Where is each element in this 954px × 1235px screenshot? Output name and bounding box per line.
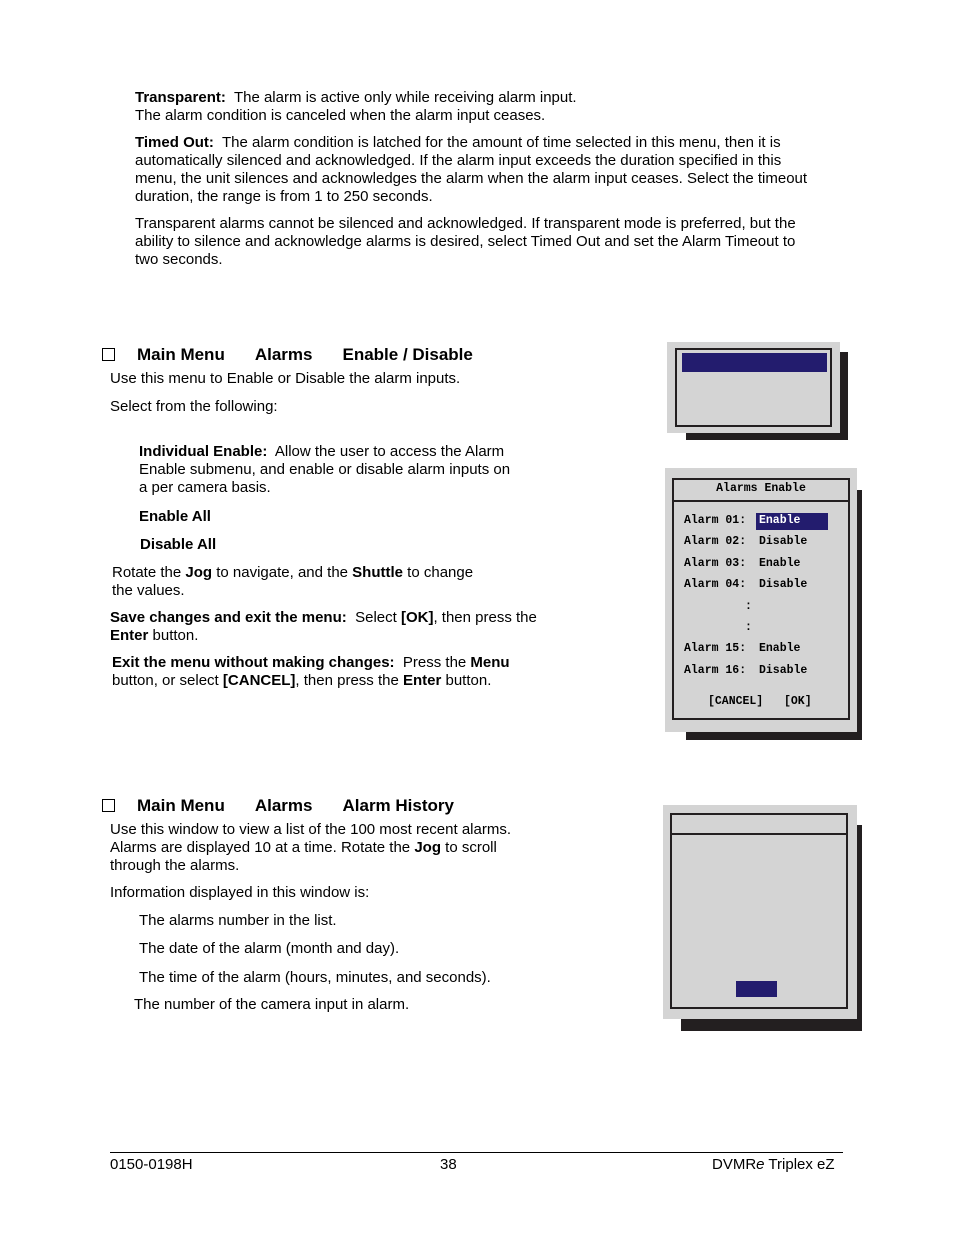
note-line-1: Transparent alarms cannot be silenced and acknowledged. If transparent mode is preferred, but the bbox=[135, 215, 796, 232]
rotate-text-b: to navigate, and the bbox=[212, 564, 353, 581]
osd-cancel-button[interactable]: [CANCEL] bbox=[708, 695, 764, 708]
timed-out-paragraph bbox=[135, 134, 807, 206]
timed-out-line-1: The alarm condition is latched for the amount of time selected in this menu, then it is bbox=[221, 134, 781, 151]
exit-cancel: [CANCEL] bbox=[222, 672, 296, 689]
footer-product-name bbox=[712, 1156, 835, 1173]
breadcrumb-main-menu: Main Menu bbox=[137, 796, 225, 815]
note-line-3: two seconds. bbox=[135, 251, 223, 268]
osd-row-label: Alarm 02: bbox=[684, 535, 747, 548]
osd-row-label: Alarm 16: bbox=[684, 664, 747, 677]
rotate-line-2: the values. bbox=[112, 582, 185, 599]
individual-enable-line-3: a per camera basis. bbox=[139, 479, 271, 496]
osd-enable-title: Alarms Enable bbox=[716, 482, 806, 495]
exit-text-l2b: , then press the bbox=[295, 672, 403, 689]
history-desc-line-3: through the alarms. bbox=[110, 857, 240, 874]
rotate-paragraph bbox=[112, 564, 473, 600]
save-paragraph bbox=[110, 609, 537, 645]
transparent-text-2: The alarm condition is canceled when the alarm input ceases. bbox=[135, 107, 546, 124]
rotate-text-c: to change bbox=[403, 564, 474, 581]
note-line-2: ability to silence and acknowledge alarms is desired, select Timed Out and set the Alarm Timeout to bbox=[135, 233, 796, 250]
osd-history-title-divider bbox=[672, 833, 846, 835]
osd-alarms-menu-selection[interactable] bbox=[682, 353, 827, 372]
save-text-c: button. bbox=[148, 627, 199, 644]
osd-history-selection[interactable] bbox=[736, 981, 777, 997]
rotate-jog: Jog bbox=[185, 564, 213, 581]
breadcrumb-alarms: Alarms bbox=[254, 345, 313, 364]
individual-enable-label: Individual Enable: bbox=[139, 443, 268, 460]
save-text-b: , then press the bbox=[433, 609, 537, 626]
osd-history-frame bbox=[670, 813, 848, 1009]
exit-enter: Enter bbox=[402, 672, 442, 689]
timed-out-line-4: duration, the range is from 1 to 250 seconds. bbox=[135, 188, 433, 205]
enable-all-option: Enable All bbox=[139, 508, 211, 525]
exit-text-l2c: button. bbox=[441, 672, 492, 689]
history-item: The time of the alarm (hours, minutes, and seconds). bbox=[139, 969, 491, 986]
history-item: The number of the camera input in alarm. bbox=[134, 996, 410, 1013]
breadcrumb-main-menu: Main Menu bbox=[137, 345, 225, 364]
history-item: The alarms number in the list. bbox=[139, 912, 337, 929]
osd-row-ellipsis: : bbox=[745, 600, 752, 613]
footer-product-b: Triplex eZ bbox=[764, 1156, 835, 1173]
osd-row-ellipsis: : bbox=[745, 621, 752, 634]
history-info-text: Information displayed in this window is: bbox=[110, 884, 370, 901]
exit-paragraph bbox=[112, 654, 510, 690]
breadcrumb-alarms: Alarms bbox=[254, 796, 313, 815]
rotate-text-a: Rotate the bbox=[112, 564, 186, 581]
checkbox-bullet-icon bbox=[102, 348, 115, 361]
save-label: Save changes and exit the menu: bbox=[110, 609, 347, 626]
breadcrumb-enable-disable: Enable / Disable bbox=[342, 345, 473, 364]
section1-select-text: Select from the following: bbox=[110, 398, 278, 415]
osd-row-label: Alarm 15: bbox=[684, 642, 747, 655]
section-heading-alarm-history bbox=[102, 796, 454, 816]
osd-ok-button[interactable]: [OK] bbox=[784, 695, 812, 708]
osd-row-label: Alarm 01: bbox=[684, 514, 747, 527]
history-desc-l2a: Alarms are displayed 10 at a time. Rotate the bbox=[110, 839, 415, 856]
history-desc-jog: Jog bbox=[414, 839, 441, 856]
footer-divider bbox=[110, 1152, 843, 1153]
history-desc-line-1: Use this window to view a list of the 100 most recent alarms. bbox=[110, 821, 512, 838]
breadcrumb-alarm-history: Alarm History bbox=[342, 796, 454, 815]
save-ok: [OK] bbox=[400, 609, 434, 626]
osd-row-value[interactable]: Enable bbox=[759, 642, 801, 655]
exit-text-l2a: button, or select bbox=[112, 672, 223, 689]
timed-out-line-2: automatically silenced and acknowledged. If the alarm input exceeds the duration specified in this bbox=[135, 152, 782, 169]
individual-enable-paragraph bbox=[139, 443, 510, 497]
save-text-a: Select bbox=[355, 609, 401, 626]
exit-menu: Menu bbox=[470, 654, 510, 671]
footer-page-number: 38 bbox=[440, 1156, 457, 1173]
section2-description bbox=[110, 821, 511, 875]
exit-text-a: Press the bbox=[402, 654, 471, 671]
osd-row-value[interactable]: Enable bbox=[759, 514, 801, 527]
osd-row-label: Alarm 03: bbox=[684, 557, 747, 570]
history-desc-l2b: to scroll bbox=[441, 839, 497, 856]
exit-label: Exit the menu without making changes: bbox=[112, 654, 395, 671]
osd-row-value[interactable]: Disable bbox=[759, 664, 808, 677]
timed-out-label: Timed Out: bbox=[135, 134, 214, 151]
individual-enable-line-1: Allow the user to access the Alarm bbox=[274, 443, 505, 460]
transparent-note-paragraph bbox=[135, 215, 796, 269]
rotate-shuttle: Shuttle bbox=[352, 564, 404, 581]
osd-row-value[interactable]: Enable bbox=[759, 557, 801, 570]
timed-out-line-3: menu, the unit silences and acknowledges the alarm when the alarm input ceases. Select the timeout bbox=[135, 170, 808, 187]
osd-row-label: Alarm 04: bbox=[684, 578, 747, 591]
checkbox-bullet-icon bbox=[102, 799, 115, 812]
history-item: The date of the alarm (month and day). bbox=[139, 940, 400, 957]
disable-all-option: Disable All bbox=[140, 536, 217, 553]
footer-doc-number: 0150-0198H bbox=[110, 1156, 193, 1173]
individual-enable-line-2: Enable submenu, and enable or disable alarm inputs on bbox=[139, 461, 511, 478]
footer-product-e: e bbox=[756, 1156, 765, 1173]
section1-description: Use this menu to Enable or Disable the alarm inputs. bbox=[110, 370, 461, 387]
footer-product-a: DVMR bbox=[712, 1156, 757, 1173]
osd-row-value[interactable]: Disable bbox=[759, 578, 808, 591]
save-enter: Enter bbox=[110, 627, 149, 644]
transparent-label: Transparent: bbox=[135, 89, 226, 106]
osd-enable-title-divider bbox=[674, 500, 848, 502]
section-heading-enable-disable bbox=[102, 345, 473, 365]
transparent-text: The alarm is active only while receiving alarm input. bbox=[233, 89, 577, 106]
transparent-paragraph bbox=[135, 89, 577, 125]
osd-row-value[interactable]: Disable bbox=[759, 535, 808, 548]
